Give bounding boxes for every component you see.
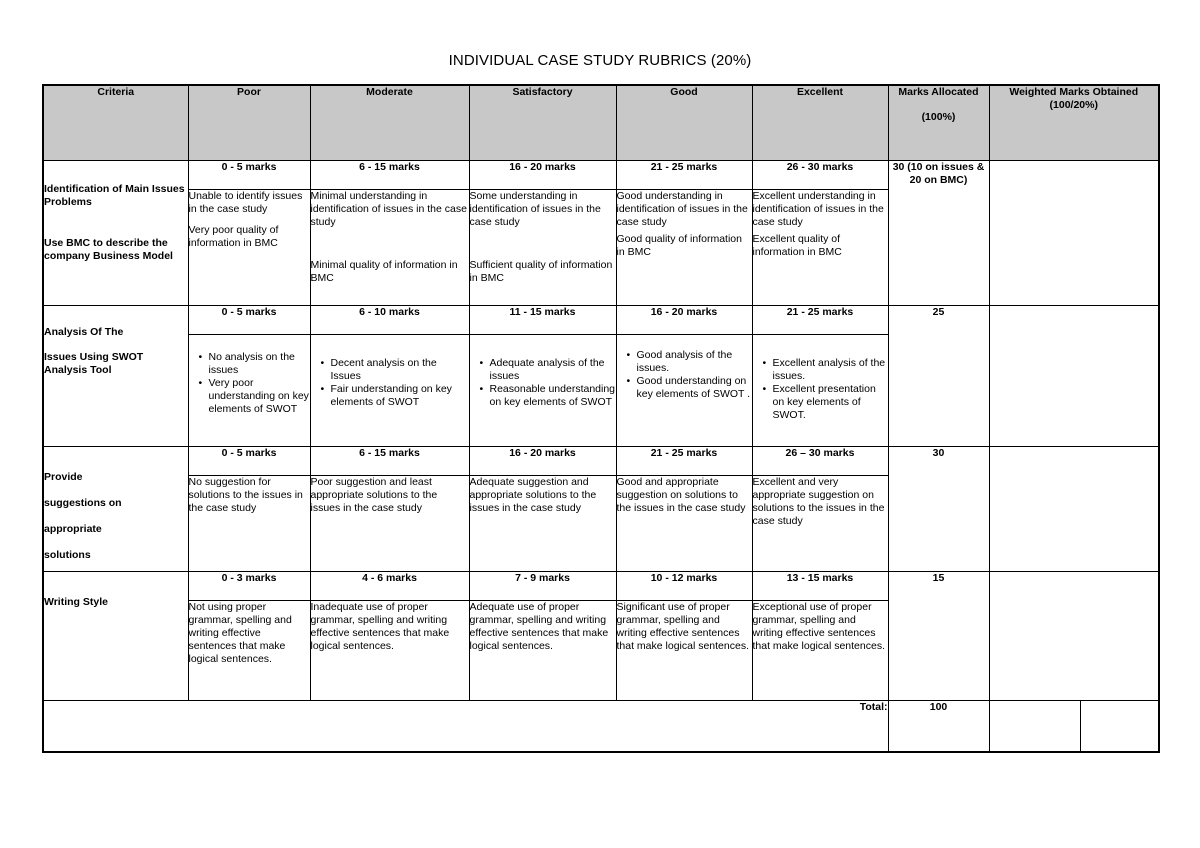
desc-excellent: Exceptional use of proper grammar, spelling and writing effective sentences that make logical sentences.: [752, 601, 888, 701]
list-item: • Good analysis of the issues.: [627, 349, 752, 375]
bullet-list: [470, 357, 616, 409]
range-excellent: 26 – 30 marks: [752, 447, 888, 476]
bullet-list: [617, 349, 752, 401]
desc-text: Unable to identify issues in the case study: [188, 190, 303, 215]
list-item: • Excellent presentation on key elements of SWOT.: [763, 383, 888, 422]
criteria-cell: [43, 161, 188, 306]
desc-moderate: Poor suggestion and least appropriate solutions to the issues in the case study: [310, 476, 469, 572]
range-moderate: 6 - 15 marks: [310, 161, 469, 190]
desc-moderate: [310, 335, 469, 447]
header-poor: Poor: [188, 85, 310, 161]
criteria-text: Identification of Main Issues Problems: [44, 183, 185, 208]
header-marks-allocated: [888, 85, 989, 161]
criteria-cell: [43, 306, 188, 447]
list-item: • Fair understanding on key elements of SWOT: [321, 383, 469, 409]
desc-text: Excellent understanding in identification of issues in the case study: [752, 190, 884, 228]
range-satisfactory: 11 - 15 marks: [469, 306, 616, 335]
list-item: • Reasonable understanding on key elements of SWOT: [480, 383, 616, 409]
range-excellent: 26 - 30 marks: [752, 161, 888, 190]
criteria-text: appropriate: [44, 523, 102, 535]
desc-excellent: [752, 335, 888, 447]
range-moderate: 6 - 15 marks: [310, 447, 469, 476]
total-value: 100: [888, 701, 989, 753]
desc-text: Good quality of information in BMC: [616, 233, 742, 258]
range-good: 21 - 25 marks: [616, 161, 752, 190]
marks-allocated: 30 (10 on issues & 20 on BMC): [888, 161, 989, 306]
header-weighted: Weighted Marks Obtained (100/20%): [989, 85, 1159, 161]
list-item: • No analysis on the issues: [199, 351, 310, 377]
table-row: [43, 447, 1159, 476]
header-good: Good: [616, 85, 752, 161]
criteria-text: Issues Using SWOT Analysis Tool: [44, 351, 144, 376]
range-poor: 0 - 3 marks: [188, 572, 310, 601]
weighted-marks-cell[interactable]: [989, 306, 1159, 447]
criteria-text: Writing Style: [44, 596, 108, 608]
desc-text: Sufficient quality of information in BMC: [469, 259, 613, 284]
criteria-text: solutions: [44, 549, 91, 561]
range-poor: 0 - 5 marks: [188, 447, 310, 476]
desc-good: Significant use of proper grammar, spelling and writing effective sentences that make logical sentences.: [616, 601, 752, 701]
desc-poor: Not using proper grammar, spelling and writing effective sentences that make logical sentences.: [188, 601, 310, 701]
weighted-marks-cell[interactable]: [989, 572, 1159, 701]
header-marks-allocated-sub: (100%): [921, 111, 956, 123]
list-item: • Adequate analysis of the issues: [480, 357, 616, 383]
marks-allocated: 25: [888, 306, 989, 447]
bullet-list: [311, 357, 469, 409]
header-satisfactory: Satisfactory: [469, 85, 616, 161]
desc-poor: [188, 190, 310, 306]
marks-allocated: 15: [888, 572, 989, 701]
range-moderate: 4 - 6 marks: [310, 572, 469, 601]
total-row: [43, 701, 1159, 753]
desc-text: Excellent quality of information in BMC: [752, 233, 842, 258]
header-moderate: Moderate: [310, 85, 469, 161]
table-row: [43, 572, 1159, 601]
criteria-text: Use BMC to describe the company Business Model: [44, 237, 173, 262]
total-weighted-cell[interactable]: [989, 701, 1080, 753]
range-good: 10 - 12 marks: [616, 572, 752, 601]
range-excellent: 13 - 15 marks: [752, 572, 888, 601]
total-extra-cell[interactable]: [1080, 701, 1159, 753]
range-poor: 0 - 5 marks: [188, 161, 310, 190]
desc-satisfactory: [469, 190, 616, 306]
desc-poor: No suggestion for solutions to the issues in the case study: [188, 476, 310, 572]
rubric-table: [42, 84, 1160, 753]
desc-good: [616, 335, 752, 447]
range-good: 16 - 20 marks: [616, 306, 752, 335]
list-item: • Very poor understanding on key elements of SWOT: [199, 377, 310, 416]
range-good: 21 - 25 marks: [616, 447, 752, 476]
criteria-cell: [43, 572, 188, 701]
header-criteria: Criteria: [43, 85, 188, 161]
weighted-marks-cell[interactable]: [989, 447, 1159, 572]
desc-text: Good understanding in identification of issues in the case study: [616, 190, 748, 228]
range-excellent: 21 - 25 marks: [752, 306, 888, 335]
desc-satisfactory: Adequate suggestion and appropriate solutions to the issues in the case study: [469, 476, 616, 572]
list-item: • Good understanding on key elements of SWOT .: [627, 375, 752, 401]
header-marks-allocated-label: Marks Allocated: [898, 86, 979, 98]
list-item: • Excellent analysis of the issues.: [763, 357, 888, 383]
desc-text: Some understanding in identification of issues in the case study: [469, 190, 601, 228]
desc-text: Very poor quality of information in BMC: [188, 224, 279, 249]
total-label: Total:: [43, 701, 888, 753]
range-satisfactory: 7 - 9 marks: [469, 572, 616, 601]
header-row: [43, 85, 1159, 161]
bullet-list: [189, 351, 310, 416]
list-item: • Decent analysis on the Issues: [321, 357, 469, 383]
range-satisfactory: 16 - 20 marks: [469, 161, 616, 190]
table-row: [43, 161, 1159, 190]
weighted-marks-cell[interactable]: [989, 161, 1159, 306]
desc-text: Minimal understanding in identification of issues in the case study: [310, 190, 467, 228]
desc-satisfactory: [469, 335, 616, 447]
desc-good: [616, 190, 752, 306]
desc-satisfactory: Adequate use of proper grammar, spelling and writing effective sentences that make logical sentences.: [469, 601, 616, 701]
marks-allocated: 30: [888, 447, 989, 572]
range-moderate: 6 - 10 marks: [310, 306, 469, 335]
range-satisfactory: 16 - 20 marks: [469, 447, 616, 476]
criteria-text: suggestions on: [44, 497, 122, 509]
table-row: [43, 306, 1159, 335]
header-excellent: Excellent: [752, 85, 888, 161]
desc-moderate: [310, 190, 469, 306]
criteria-text: Analysis Of The: [44, 326, 124, 338]
desc-excellent: [752, 190, 888, 306]
desc-excellent: Excellent and very appropriate suggestion on solutions to the issues in the case study: [752, 476, 888, 572]
criteria-text: Provide: [44, 471, 83, 483]
criteria-cell: [43, 447, 188, 572]
bullet-list: [753, 357, 888, 422]
desc-text: Minimal quality of information in BMC: [310, 259, 458, 284]
desc-good: Good and appropriate suggestion on solutions to the issues in the case study: [616, 476, 752, 572]
page-title: INDIVIDUAL CASE STUDY RUBRICS (20%): [448, 52, 752, 69]
range-poor: 0 - 5 marks: [188, 306, 310, 335]
desc-poor: [188, 335, 310, 447]
desc-moderate: Inadequate use of proper grammar, spelling and writing effective sentences that make logical sentences.: [310, 601, 469, 701]
